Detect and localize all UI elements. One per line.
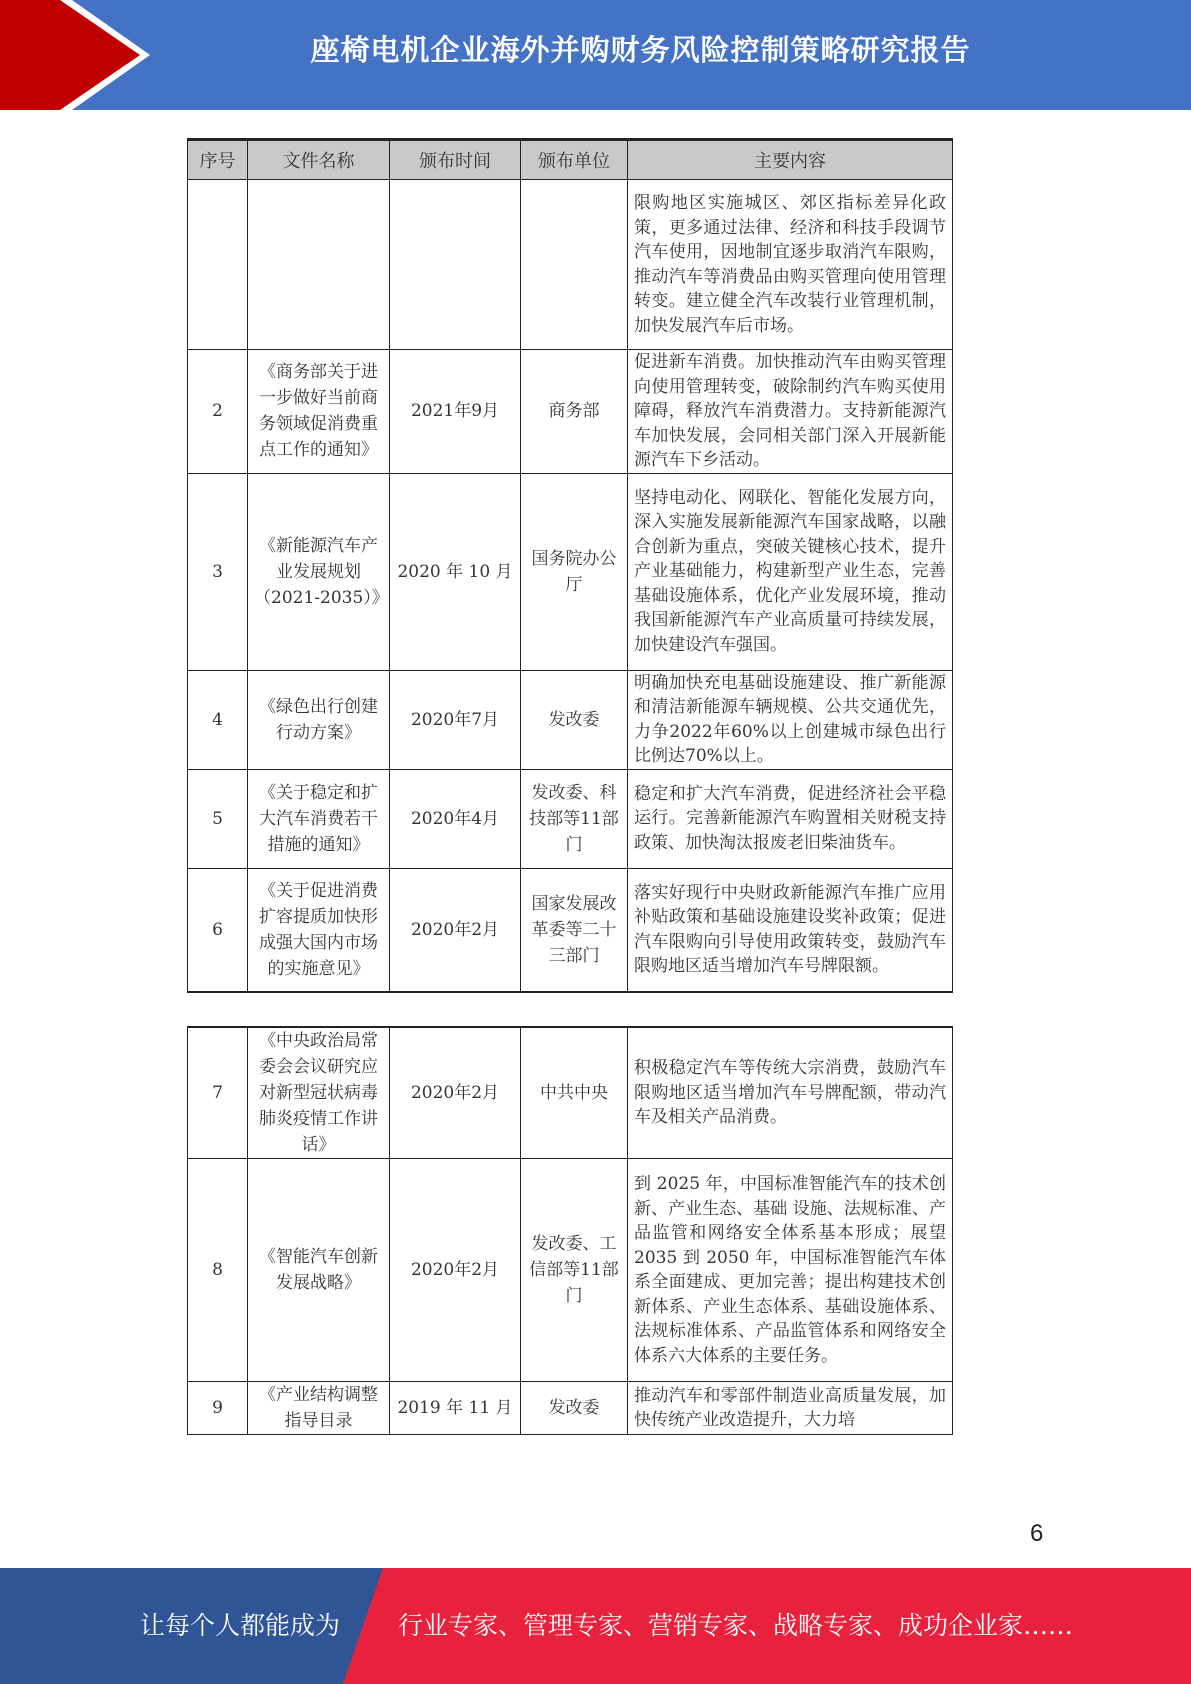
- column-header-content: 主要内容: [628, 140, 953, 180]
- row-no: 7: [188, 1027, 248, 1159]
- row-issuer: 发改委: [521, 670, 628, 769]
- row-no: 5: [188, 769, 248, 868]
- row-name: 《商务部关于进一步做好当前商务领域促消费重点工作的通知》: [248, 350, 390, 474]
- footer-slogan-left: 让每个人都能成为: [140, 1611, 341, 1640]
- row-date: 2020年7月: [390, 670, 521, 769]
- row-content: 坚持电动化、网联化、智能化发展方向，深入实施发展新能源汽车国家战略，以融合创新为重点，突破关键核心技术，提升产业基础能力，构建新型产业生态，完善基础设施体系，优化产业发展环境，推动我国新能源汽车产业高质量可持续发展，加快建设汽车强国。: [628, 473, 953, 670]
- row-date: 2020年2月: [390, 868, 521, 992]
- table-row: [188, 1382, 953, 1435]
- page-number: 6: [1030, 1520, 1044, 1547]
- row-name: 《关于稳定和扩大汽车消费若干措施的通知》: [248, 769, 390, 868]
- table-row: [188, 350, 953, 474]
- policy-table-part2: [187, 1026, 953, 1435]
- row-date: 2021年9月: [390, 350, 521, 474]
- table-row: [188, 670, 953, 769]
- row-no: 4: [188, 670, 248, 769]
- row-date: [390, 180, 521, 350]
- column-header-date: 颁布时间: [390, 140, 521, 180]
- row-no: 8: [188, 1159, 248, 1382]
- row-content: 稳定和扩大汽车消费，促进经济社会平稳运行。完善新能源汽车购置相关财税支持政策、加快淘汰报废老旧柴油货车。: [628, 769, 953, 868]
- column-header-name: 文件名称: [248, 140, 390, 180]
- row-date: 2020年2月: [390, 1159, 521, 1382]
- row-content: 到 2025 年，中国标准智能汽车的技术创新、产业生态、基础 设施、法规标准、产品监管和网络安全体系基本形成；展望 2035 到 2050 年，中国标准智能汽车体系全面建成、更加完善；提出构建技术创新体系、产业生态体系、基础设施体系、法规标准体系、产品监管体系和网络安全体系六大体系的主要任务。: [628, 1159, 953, 1382]
- row-name: 《智能汽车创新发展战略》: [248, 1159, 390, 1382]
- row-name: [248, 180, 390, 350]
- row-issuer: 中共中央: [521, 1027, 628, 1159]
- table-row: [188, 180, 953, 350]
- row-issuer: [521, 180, 628, 350]
- row-issuer: 发改委、科技部等11部门: [521, 769, 628, 868]
- row-name: 《产业结构调整指导目录: [248, 1382, 390, 1435]
- footer-slogan-right: 行业专家、管理专家、营销专家、战略专家、成功企业家……: [398, 1611, 1074, 1640]
- row-no: 6: [188, 868, 248, 992]
- row-date: 2020年4月: [390, 769, 521, 868]
- row-date: 2020年2月: [390, 1027, 521, 1159]
- row-name: 《新能源汽车产业发展规划（2021-2035）》: [248, 473, 390, 670]
- row-date: 2020 年 10 月: [390, 473, 521, 670]
- column-header-no: 序号: [188, 140, 248, 180]
- row-name: 《绿色出行创建行动方案》: [248, 670, 390, 769]
- table-row: [188, 868, 953, 992]
- row-content: 促进新车消费。加快推动汽车由购买管理向使用管理转变，破除制约汽车购买使用障碍，释放汽车消费潜力。支持新能源汽车加快发展，会同相关部门深入开展新能源汽车下乡活动。: [628, 350, 953, 474]
- row-content: 推动汽车和零部件制造业高质量发展，加快传统产业改造提升，大力培: [628, 1382, 953, 1435]
- row-name: 《中央政治局常委会会议研究应对新型冠状病毒肺炎疫情工作讲话》: [248, 1027, 390, 1159]
- row-issuer: 发改委: [521, 1382, 628, 1435]
- page-footer: [0, 1568, 1191, 1684]
- policy-table-part1: [187, 138, 953, 993]
- row-issuer: 国家发展改革委等二十三部门: [521, 868, 628, 992]
- table-row: [188, 1159, 953, 1382]
- table-row: [188, 769, 953, 868]
- row-no: 2: [188, 350, 248, 474]
- row-date: 2019 年 11 月: [390, 1382, 521, 1435]
- page-header: [0, 0, 1191, 110]
- row-content: 积极稳定汽车等传统大宗消费，鼓励汽车限购地区适当增加汽车号牌配额，带动汽车及相关产品消费。: [628, 1027, 953, 1159]
- row-name: 《关于促进消费扩容提质加快形成强大国内市场的实施意见》: [248, 868, 390, 992]
- row-content: 明确加快充电基础设施建设、推广新能源和清洁新能源车辆规模、公共交通优先，力争2022年60%以上创建城市绿色出行比例达70%以上。: [628, 670, 953, 769]
- report-title: 座椅电机企业海外并购财务风险控制策略研究报告: [310, 33, 971, 67]
- row-content: 落实好现行中央财政新能源汽车推广应用补贴政策和基础设施建设奖补政策；促进汽车限购向引导使用政策转变，鼓励汽车限购地区适当增加汽车号牌限额。: [628, 868, 953, 992]
- row-no: 3: [188, 473, 248, 670]
- row-no: [188, 180, 248, 350]
- table-row: [188, 1027, 953, 1159]
- row-issuer: 国务院办公厅: [521, 473, 628, 670]
- row-issuer: 商务部: [521, 350, 628, 474]
- table-header-row: [188, 140, 953, 180]
- row-issuer: 发改委、工信部等11部门: [521, 1159, 628, 1382]
- table-row: [188, 473, 953, 670]
- row-no: 9: [188, 1382, 248, 1435]
- row-content: 限购地区实施城区、郊区指标差异化政策，更多通过法律、经济和科技手段调节汽车使用，因地制宜逐步取消汽车限购，推动汽车等消费品由购买管理向使用管理转变。建立健全汽车改装行业管理机制，加快发展汽车后市场。: [628, 180, 953, 350]
- column-header-issuer: 颁布单位: [521, 140, 628, 180]
